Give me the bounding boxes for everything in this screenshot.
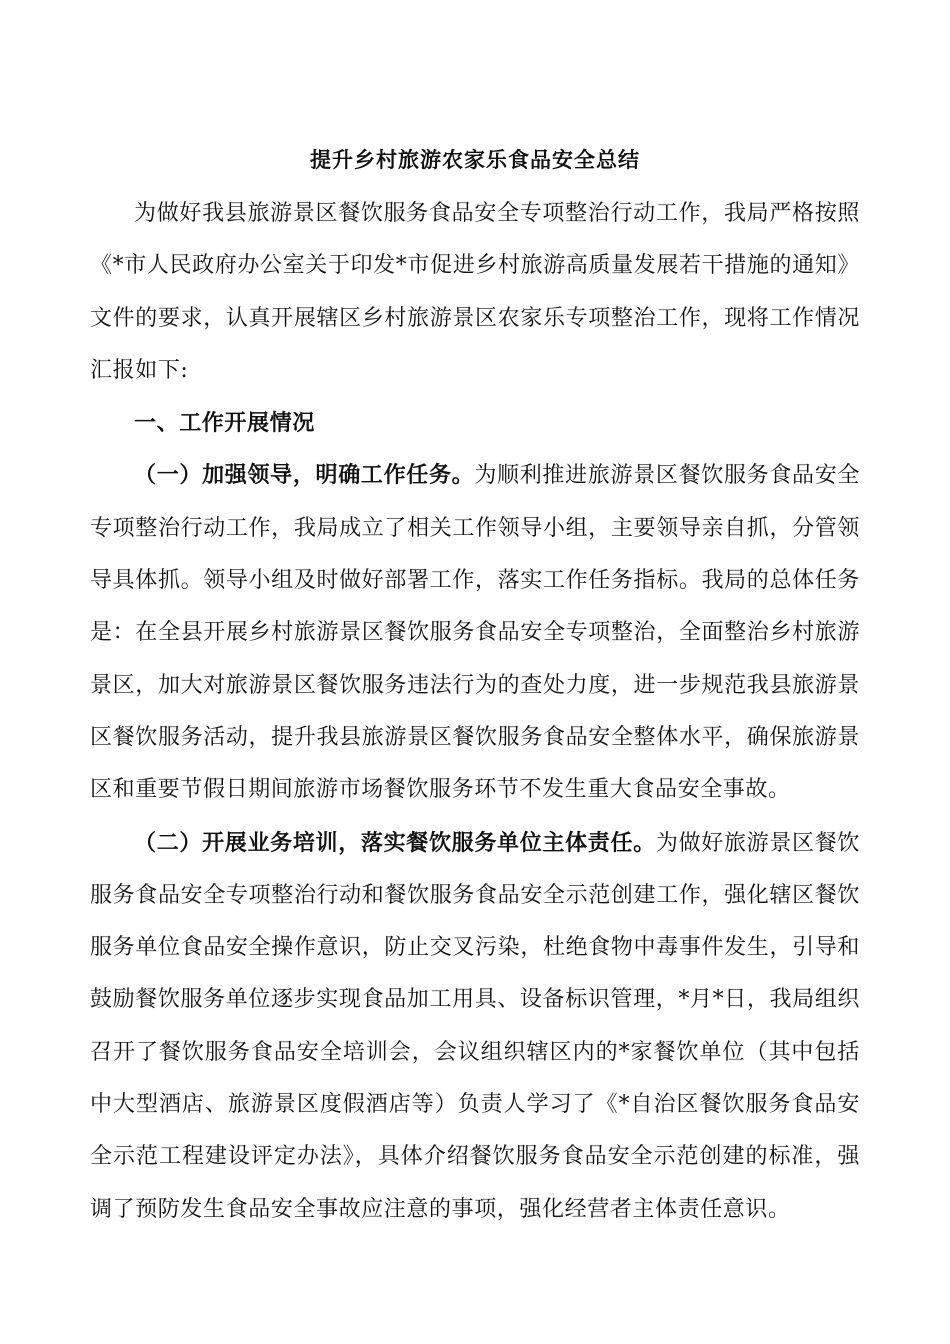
paragraph-body-business-training: 为做好旅游景区餐饮服务食品安全专项整治行动和餐饮服务食品安全示范创建工作，强化辖区餐饮服务单位食品安全操作意识，防止交叉污染，杜绝食物中毒事件发生，引导和鼓励餐饮服务单位逐步实现食品加工用具、设备标识管理，*月*日，我局组织召开了餐饮服务食品安全培训会，会议组织辖区内的*家餐饮单位（其中包括中大型酒店、旅游景区度假酒店等）负责人学习了《*自治区餐饮服务食品安全示范工程建设评定办法》，具体介绍餐饮服务食品安全示范创建的标准，强调了预防发生食品安全事故应注意的事项，强化经营者主体责任意识。 bbox=[90, 830, 860, 1222]
section-heading-work-progress: 一、工作开展情况 bbox=[134, 410, 315, 437]
intro-paragraph: 为做好我县旅游景区餐饮服务食品安全专项整治行动工作，我局严格按照《*市人民政府办公室关于印发*市促进乡村旅游高质量发展若干措施的通知》文件的要求，认真开展辖区乡村旅游景区农家乐专项整治工作，现将工作情况汇报如下: bbox=[90, 201, 860, 383]
document-title: 提升乡村旅游农家乐食品安全总结 bbox=[310, 147, 640, 172]
paragraph-lead-strengthen-leadership: （一）加强领导，明确工作任务。 bbox=[134, 462, 475, 489]
document-body bbox=[90, 138, 860, 1236]
paragraph-business-training bbox=[90, 817, 860, 1236]
paragraph-body-strengthen-leadership: 为顺利推进旅游景区餐饮服务食品安全专项整治行动工作，我局成立了相关工作领导小组，主要领导亲自抓，分管领导具体抓。领导小组及时做好部署工作，落实工作任务指标。我局的总体任务是：在全县开展乡村旅游景区餐饮服务食品安全专项整治，全面整治乡村旅游景区，加大对旅游景区餐饮服务违法行为的查处力度，进一步规范我县旅游景区餐饮服务活动，提升我县旅游景区餐饮服务食品安全整体水平，确保旅游景区和重要节假日期间旅游市场餐饮服务环节不发生重大食品安全事故。 bbox=[90, 463, 860, 803]
paragraph-strengthen-leadership bbox=[90, 449, 860, 816]
paragraph-lead-business-training: （二）开展业务培训，落实餐饮服务单位主体责任。 bbox=[134, 829, 656, 856]
